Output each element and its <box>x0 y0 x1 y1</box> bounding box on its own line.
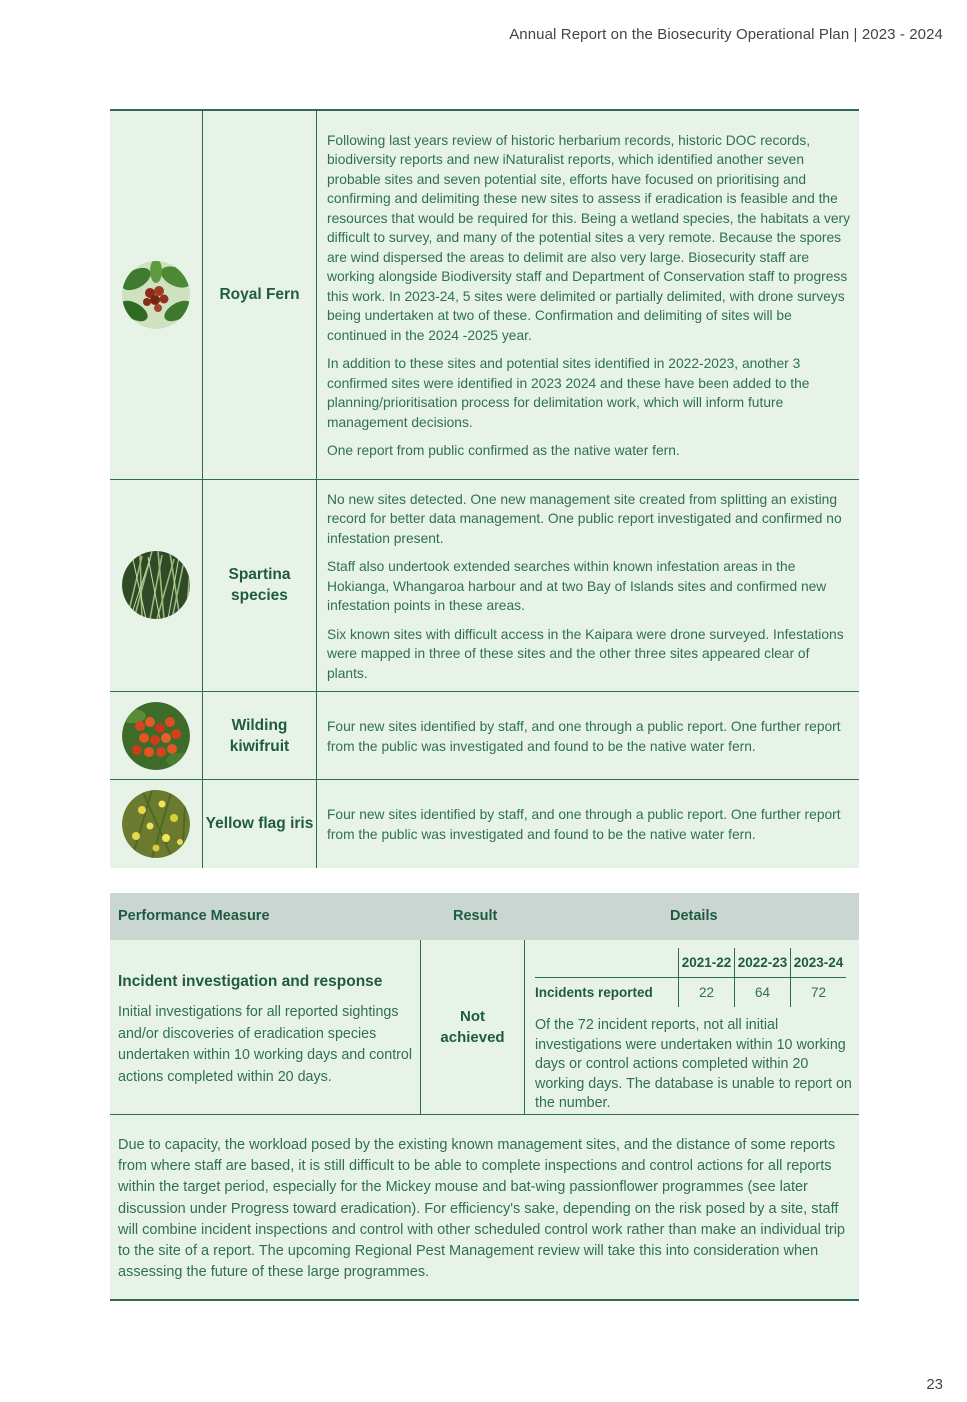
species-name: Wilding kiwifruit <box>203 692 317 780</box>
wilding-kiwifruit-photo <box>122 702 190 770</box>
species-row-wilding-kiwifruit <box>110 692 859 780</box>
species-row-spartina <box>110 479 859 692</box>
performance-row <box>110 940 859 1115</box>
species-name: Yellow flag iris <box>203 780 317 868</box>
performance-table-header <box>110 893 859 940</box>
species-row-yellow-flag-iris <box>110 780 859 868</box>
year-header: 2021-22 <box>679 948 735 978</box>
header-performance-measure: Performance Measure <box>118 908 270 924</box>
incidents-value: 22 <box>679 978 735 1008</box>
result-value: Not achieved <box>440 1008 505 1046</box>
incidents-table <box>535 948 846 1007</box>
incidents-label: Incidents reported <box>535 985 653 1000</box>
spartina-photo <box>122 551 190 619</box>
species-description: No new sites detected. One new management site created from splitting an existing record for better data management. One public report investigated and confirmed no infestation present. Staff also undertook extended searches within known infestation areas in the Hokianga, Whangaroa harbour and at two Bay of Islands sites and confirmed new infestation points in these areas. Six known sites with difficult access in the Kaipara were drone surveyed. Infestations were mapped in three of these sites and the other three sites appeared clear of plants. <box>317 479 860 692</box>
incidents-value: 72 <box>791 978 847 1008</box>
measure-description: Initial investigations for all reported sightings and/or discoveries of eradication species undertaken within 10 working days and control actions completed within 20 days. <box>118 1004 413 1085</box>
incidents-value: 64 <box>735 978 791 1008</box>
year-header: 2023-24 <box>791 948 847 978</box>
performance-measure-table <box>110 893 859 1301</box>
details-cell <box>525 940 859 1114</box>
species-name: Spartina species <box>203 479 317 692</box>
header-details: Details <box>670 908 718 924</box>
page-number: 23 <box>926 1376 943 1393</box>
species-name: Royal Fern <box>203 110 317 479</box>
species-row-royal-fern <box>110 110 859 479</box>
result-cell <box>421 940 525 1114</box>
report-header: Annual Report on the Biosecurity Operational Plan | 2023 - 2024 <box>509 26 943 43</box>
species-description: Four new sites identified by staff, and one through a public report. One further report from the public was investigated and found to be the native water fern. <box>317 780 860 868</box>
royal-fern-photo <box>122 261 190 329</box>
details-text: Of the 72 incident reports, not all initial investigations were undertaken within 10 working days or control actions completed within 20 working days. The database is unable to report on the number. <box>535 1017 852 1111</box>
species-description: Following last years review of historic herbarium records, historic DOC records, biodiversity reports and new iNaturalist reports, which identified another seven probable sites and seven potential site, efforts have focused on prioritising and confirming and delimiting these new sites to assess if eradication is feasible and the resources that would be required for this. Being a wetland species, the habitats a very difficult to survey, and many of the potential sites a very remote. Because the spores are wind dispersed the areas to delimit are also very large. Biosecurity staff are working alongside Biodiversity staff and Department of Conservation staff to progress this work. In 2023-24, 5 sites were delimited or partially delimited, with drone surveys being undertaken at two of these. Confirmation and delimiting of sites will be continued in the 2024 -2025 year. In addition to these sites and potential sites identified in 2022-2023, another 3 confirmed sites were identified in 2023 2024 and these have been added to the planning/prioritisation process for delimitation work, which will inform future management decisions. One report from public confirmed as the native water fern. <box>317 110 860 479</box>
measure-title: Incident investigation and response <box>118 973 383 990</box>
species-description: Four new sites identified by staff, and one through a public report. One further report from the public was investigated and found to be the native water fern. <box>317 692 860 780</box>
yellow-flag-iris-photo <box>122 790 190 858</box>
measure-cell <box>110 940 421 1114</box>
year-header: 2022-23 <box>735 948 791 978</box>
performance-note: Due to capacity, the workload posed by the existing known management sites, and the distance of some reports from where staff are based, it is still difficult to be able to complete inspections and control actions for all reports within the target period, especially for the Mickey mouse and bat-wing passionflower programmes (see later discussion under Progress toward eradication). For efficiency's sake, depending on the risk posed by a site, staff will combine incident inspections and control with other scheduled control work rather than make an individual trip to the site of a report. The upcoming Regional Pest Management review will take this into consideration when assessing the future of these large programmes. <box>118 1137 845 1281</box>
header-result: Result <box>453 908 498 924</box>
species-table <box>110 109 859 868</box>
